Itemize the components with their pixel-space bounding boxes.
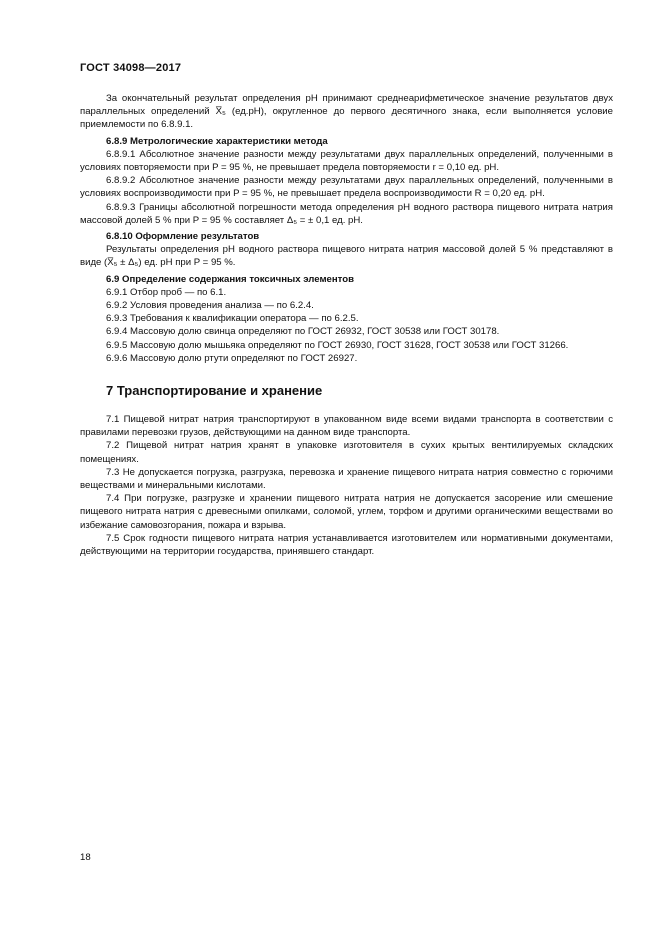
paragraph-6-8-9-2: 6.8.9.2 Абсолютное значение разности между результатами двух параллельных определений, полученными в условиях воспроизводимости при P = 95 %, не превышает предела воспроизводимости R = 0,20 ед. pH. [80,175,613,200]
document-header: ГОСТ 34098—2017 [80,62,182,74]
paragraph-7-1: 7.1 Пищевой нитрат натрия транспортируют в упакованном виде всеми видами транспорта в соответствии с правилами перевозки грузов, действующими на данном виде транспорта. [80,414,613,439]
paragraph-6-8-10: Результаты определения pH водного раствора пищевого нитрата натрия массовой долей 5 % представляют в виде (X̅₅ ± Δ₅) ед. pH при P = 95 %. [80,244,613,269]
paragraph-6-9-4: 6.9.4 Массовую долю свинца определяют по ГОСТ 26932, ГОСТ 30538 или ГОСТ 30178. [106,326,500,338]
paragraph-6-9-2: 6.9.2 Условия проведения анализа — по 6.2.4. [106,300,314,312]
paragraph-6-9-5: 6.9.5 Массовую долю мышьяка определяют по ГОСТ 26930, ГОСТ 31628, ГОСТ 30538 или ГОСТ 31266. [106,339,569,351]
section-heading-7: 7 Транспортирование и хранение [106,383,323,399]
paragraph-final-result: За окончательный результат определения pH принимают среднеарифметическое значение результатов двух параллельных определений X̅₅ (ед.pH), округленное до первого десятичного знака, если выполняется условие приемлемости по 6.8.9.1. [80,93,613,131]
paragraph-6-9-3: 6.9.3 Требования к квалификации оператора — по 6.2.5. [106,313,359,325]
paragraph-6-9-6: 6.9.6 Массовую долю ртути определяют по ГОСТ 26927. [106,352,358,364]
page-number: 18 [80,852,91,863]
paragraph-6-8-9-1: 6.8.9.1 Абсолютное значение разности между результатами двух параллельных определений, полученными в условиях повторяемости при P = 95 %, не превышает предела повторяемости r = 0,10 ед. pH. [80,148,613,174]
heading-6-8-9: 6.8.9 Метрологические характеристики метода [106,135,328,147]
heading-6-9: 6.9 Определение содержания токсичных элементов [106,273,355,285]
paragraph-7-5: 7.5 Срок годности пищевого нитрата натрия устанавливается изготовителем или нормативными документами, действующими на территории государства, принявшего стандарт. [80,532,613,558]
heading-6-8-10: 6.8.10 Оформление результатов [106,231,260,243]
paragraph-7-4: 7.4 При погрузке, разгрузке и хранении пищевого нитрата натрия не допускается засорение или смешение пищевого нитрата натрия с древесными опилками, соломой, углем, торфом и другими органическими веществами во избежание самовозгорания, пожара и взрыва. [80,493,613,531]
document-page [80,62,613,558]
paragraph-7-3: 7.3 Не допускается погрузка, разгрузка, перевозка и хранение пищевого нитрата натрия совместно с горючими веществами и минеральными кислотами. [80,466,613,492]
paragraph-6-9-1: 6.9.1 Отбор проб — по 6.1. [106,286,227,298]
paragraph-7-2: 7.2 Пищевой нитрат натрия хранят в упаковке изготовителя в сухих крытых вентилируемых складских помещениях. [80,440,613,465]
paragraph-6-8-9-3: 6.8.9.3 Границы абсолютной погрешности метода определения pH водного раствора пищевого нитрата натрия массовой долей 5 % при P = 95 % составляет Δ₅ = ± 0,1 ед. pH. [80,201,613,226]
